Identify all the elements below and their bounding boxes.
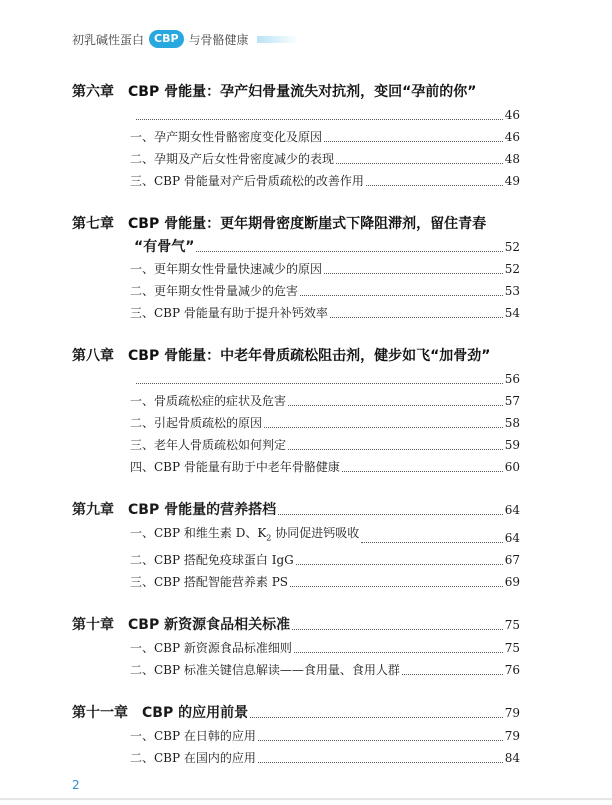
dot-leader [361, 542, 503, 543]
toc-entry[interactable] [72, 659, 520, 681]
chapter-page: 52 [504, 240, 520, 254]
chapter-page: 75 [504, 618, 520, 633]
entry-label: 三、老年人骨质疏松如何判定 [130, 438, 287, 452]
chapter-title-continuation [72, 236, 520, 258]
subscript-2: 2 [266, 533, 272, 543]
footer-divider [0, 798, 612, 800]
entry-page: 76 [504, 663, 520, 678]
entry-label: 二、引起骨质疏松的原因 [130, 416, 263, 430]
entry-label: 二、更年期女性骨量减少的危害 [130, 284, 299, 298]
dot-leader [258, 762, 503, 763]
chapter-heading[interactable] [72, 498, 520, 522]
entry-label: 一、CBP 新资源食品标准细则 [130, 641, 292, 656]
entry-label-pre: 一、CBP 和维生素 D、K [130, 526, 267, 540]
entry-page: 75 [504, 641, 520, 656]
entry-page: 60 [504, 460, 520, 474]
dot-leader [366, 185, 503, 186]
chapter-number: 第七章 [72, 216, 114, 232]
toc-entry[interactable] [72, 126, 520, 148]
entry-label: 二、CBP 搭配免疫球蛋白 IgG [130, 553, 294, 568]
chapter-10 [72, 613, 520, 681]
dot-leader [264, 427, 503, 428]
entry-page: 58 [504, 416, 520, 430]
entry-label: 一、更年期女性骨量快速减少的原因 [130, 262, 323, 276]
chapter-number: 第六章 [72, 84, 114, 100]
entry-page: 84 [504, 751, 520, 766]
chapter-heading[interactable] [72, 701, 520, 725]
dot-leader [300, 295, 503, 296]
entry-page: 53 [504, 284, 520, 298]
dot-leader [250, 717, 503, 718]
entry-label: 二、孕期及产后女性骨密度减少的表现 [130, 152, 335, 166]
entry-label: 三、CBP 骨能量有助于提升补钙效率 [130, 306, 328, 320]
dot-leader [402, 674, 503, 675]
dot-leader [136, 383, 503, 384]
dot-leader [324, 273, 503, 274]
header-decorative-bar [257, 36, 299, 43]
toc-entry[interactable] [72, 434, 520, 456]
running-header [72, 28, 299, 50]
entry-page: 79 [504, 729, 520, 744]
chapter-page-row [72, 368, 520, 390]
dot-leader [292, 629, 503, 630]
chapter-page-row [72, 104, 520, 126]
entry-label: 一、孕产期女性骨骼密度变化及原因 [130, 130, 323, 144]
chapter-heading[interactable] [72, 613, 520, 637]
toc-entry[interactable] [72, 412, 520, 434]
entry-page: 64 [504, 531, 520, 546]
chapter-title: CBP 骨能量：孕产妇骨量流失对抗剂，变回“孕前的你” [128, 84, 477, 100]
chapter-page: 56 [504, 372, 520, 386]
dot-leader [296, 564, 503, 565]
book-title-prefix: 初乳碱性蛋白 [72, 32, 145, 47]
toc-entry[interactable] [72, 302, 520, 324]
entry-label: 二、CBP 在国内的应用 [130, 751, 256, 766]
chapter-9 [72, 498, 520, 593]
chapter-heading [72, 344, 520, 368]
entry-page: 69 [504, 575, 520, 590]
entry-label: 四、CBP 骨能量有助于中老年骨骼健康 [130, 460, 340, 474]
entry-page: 54 [504, 306, 520, 320]
chapter-heading [72, 80, 520, 104]
dot-leader [294, 652, 503, 653]
dot-leader [336, 163, 503, 164]
entry-page: 57 [504, 394, 520, 408]
entry-label: 一、骨质疏松症的症状及危害 [130, 394, 287, 408]
toc-entry[interactable] [72, 637, 520, 659]
dot-leader [330, 317, 503, 318]
entry-label-post: 协同促进钙吸收 [271, 526, 360, 540]
dot-leader [278, 514, 503, 515]
cbp-badge: CBP [149, 30, 184, 48]
entry-label [130, 522, 359, 549]
entry-page: 67 [504, 553, 520, 568]
chapter-7 [72, 212, 520, 324]
dot-leader [196, 251, 502, 252]
toc-entry[interactable] [72, 170, 520, 192]
chapter-title: CBP 骨能量：中老年骨质疏松阻击剂，健步如飞“加骨劲” [128, 348, 491, 364]
entry-label: 三、CBP 骨能量对产后骨质疏松的改善作用 [130, 174, 364, 188]
toc-entry[interactable] [72, 571, 520, 593]
dot-leader [288, 449, 503, 450]
dot-leader [324, 141, 503, 142]
table-of-contents [72, 80, 520, 789]
page-number: 2 [72, 778, 80, 792]
chapter-page: 64 [504, 503, 520, 517]
dot-leader [258, 740, 503, 741]
entry-page: 52 [504, 262, 520, 276]
book-title-suffix: 与骨骼健康 [188, 32, 249, 47]
toc-entry[interactable] [72, 725, 520, 747]
chapter-title: CBP 骨能量的营养搭档 [128, 502, 277, 518]
entry-page: 59 [504, 438, 520, 452]
entry-label: 一、CBP 在日韩的应用 [130, 729, 256, 744]
chapter-number: 第九章 [72, 502, 114, 518]
toc-entry[interactable] [72, 280, 520, 302]
toc-entry[interactable] [72, 148, 520, 170]
dot-leader [290, 586, 503, 587]
toc-entry[interactable] [72, 747, 520, 769]
toc-entry[interactable] [72, 549, 520, 571]
chapter-number: 第八章 [72, 348, 114, 364]
toc-entry[interactable] [72, 390, 520, 412]
entry-label: 二、CBP 标准关键信息解读——食用量、食用人群 [130, 663, 400, 678]
chapter-title: CBP 骨能量：更年期骨密度断崖式下降阻滞剂，留住青春 [128, 216, 487, 232]
chapter-title: CBP 的应用前景 [142, 705, 249, 722]
chapter-page: 46 [504, 108, 520, 122]
toc-entry[interactable] [72, 456, 520, 478]
chapter-number: 第十章 [72, 617, 114, 634]
entry-page: 49 [504, 174, 520, 188]
entry-label: 三、CBP 搭配智能营养素 PS [130, 575, 288, 590]
dot-leader [342, 471, 503, 472]
chapter-8 [72, 344, 520, 478]
chapter-page: 79 [504, 706, 520, 721]
chapter-6 [72, 80, 520, 192]
dot-leader [288, 405, 503, 406]
entry-page: 48 [504, 152, 520, 166]
toc-entry[interactable] [72, 522, 520, 549]
toc-entry[interactable] [72, 258, 520, 280]
dot-leader [136, 119, 503, 120]
chapter-11 [72, 701, 520, 769]
entry-page: 46 [504, 130, 520, 144]
chapter-number: 第十一章 [72, 705, 128, 722]
chapter-title: CBP 新资源食品相关标准 [128, 617, 291, 634]
chapter-title-cont: “有骨气” [134, 239, 195, 255]
chapter-heading [72, 212, 520, 236]
